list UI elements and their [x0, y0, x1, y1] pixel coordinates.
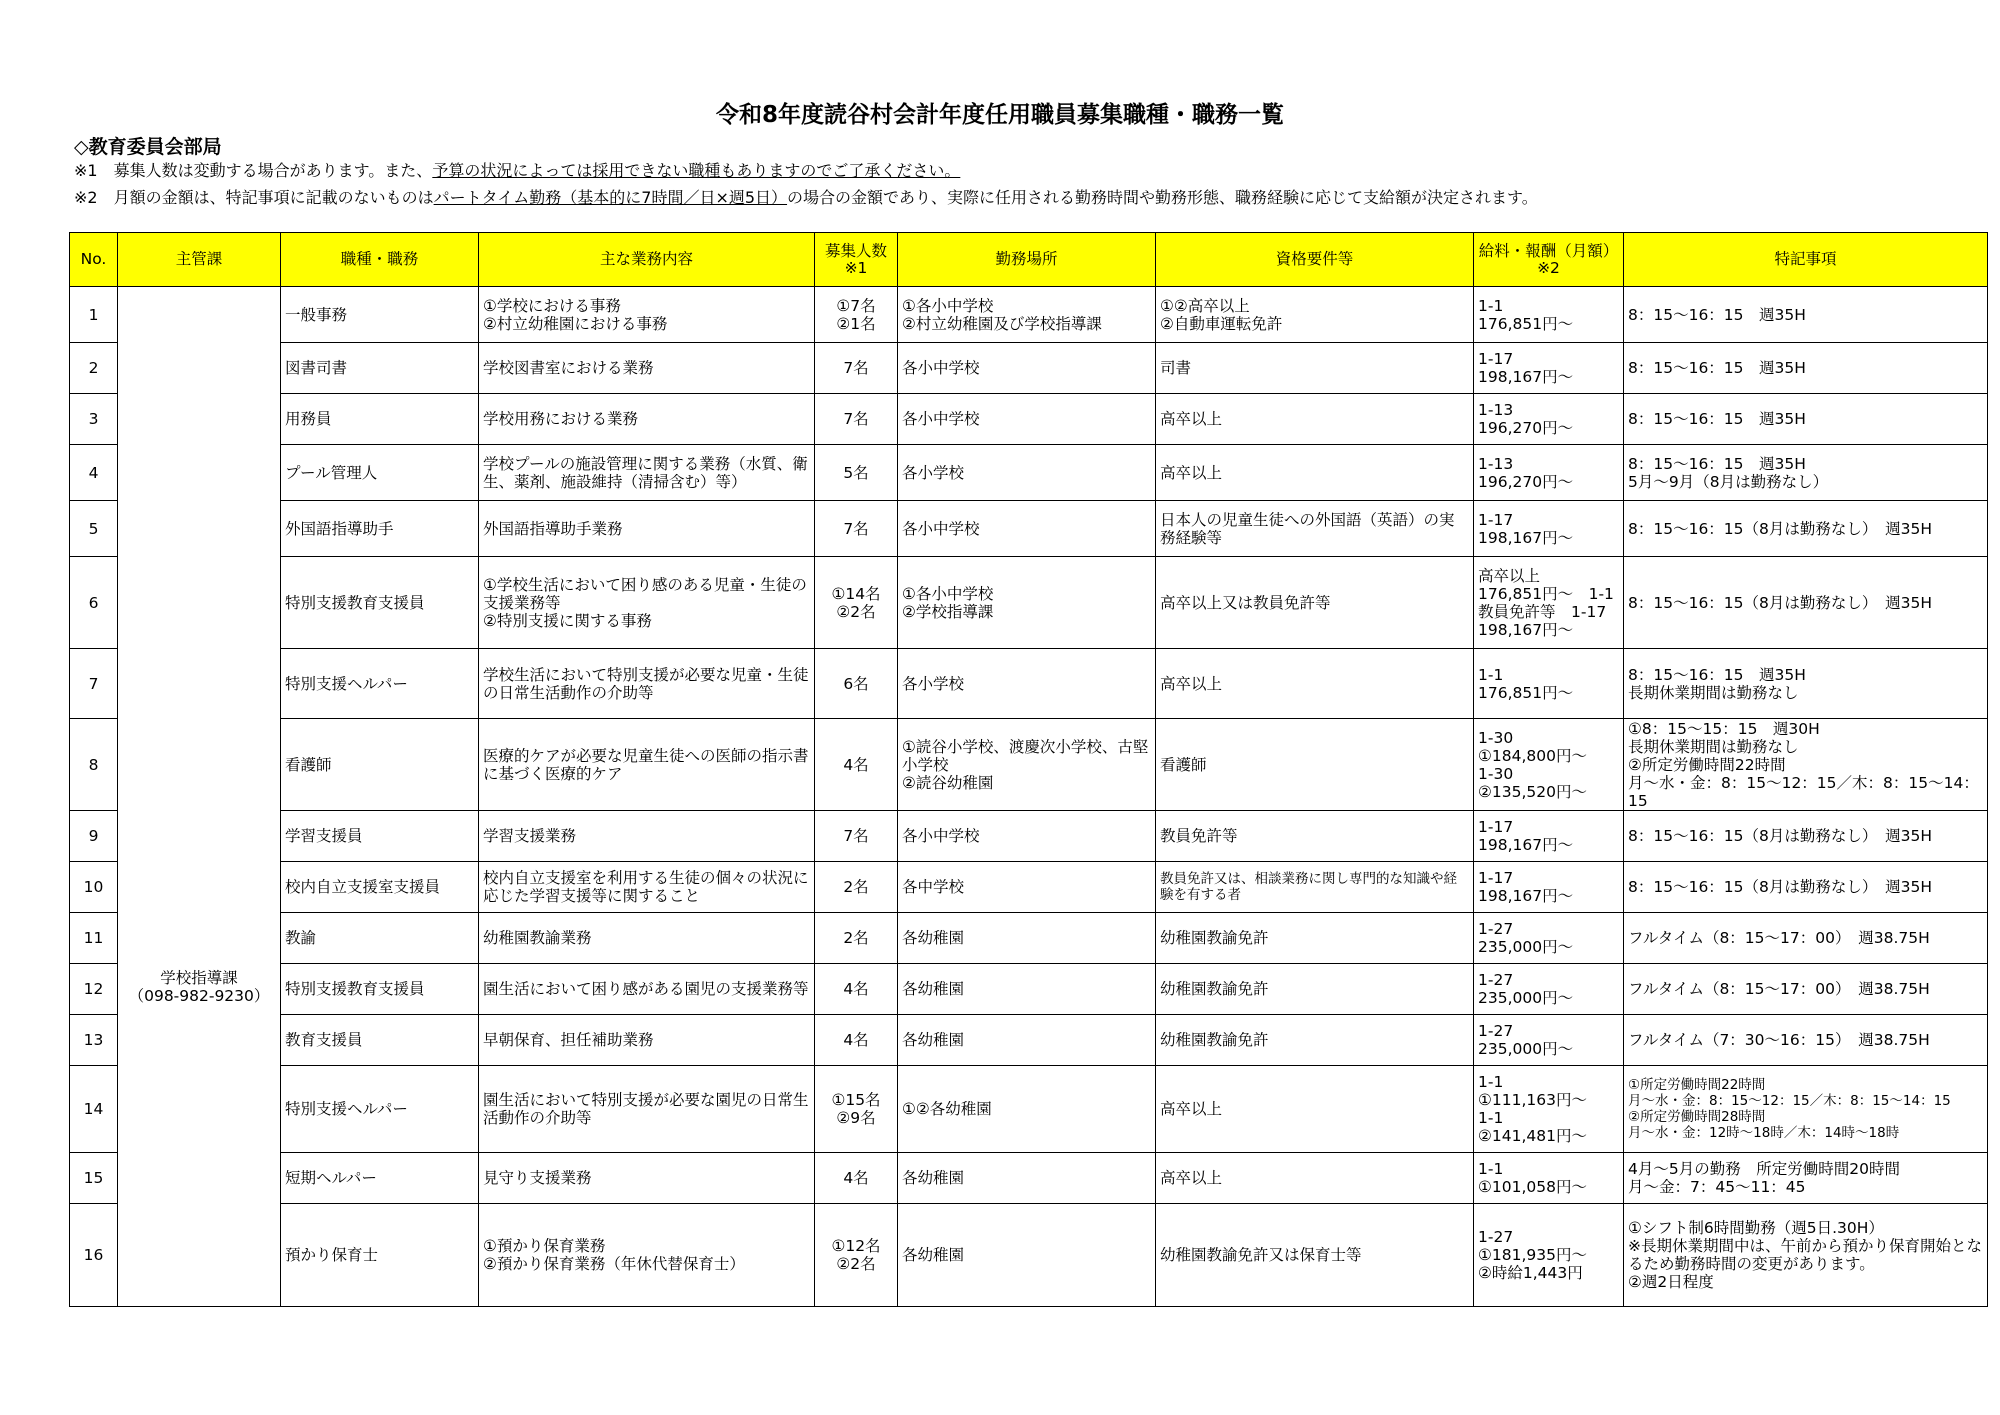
cell-location: 各幼稚園: [898, 1015, 1156, 1066]
cell-location: 各小中学校: [898, 811, 1156, 862]
cell-location: ①各小中学校 ②学校指導課: [898, 557, 1156, 649]
cell-no: 2: [70, 343, 118, 394]
cell-remarks: 4月～5月の勤務 所定労働時間20時間 月～金：7：45～11：45: [1624, 1153, 1988, 1204]
cell-qualification: 高卒以上: [1156, 445, 1474, 501]
cell-remarks: フルタイム（7：30～16：15） 週38.75H: [1624, 1015, 1988, 1066]
cell-location: 各小中学校: [898, 343, 1156, 394]
cell-count: 7名: [815, 501, 898, 557]
table-row: [70, 811, 1988, 862]
cell-no: 13: [70, 1015, 118, 1066]
cell-count: ①12名 ②2名: [815, 1204, 898, 1307]
table-row: [70, 649, 1988, 719]
cell-count: 7名: [815, 343, 898, 394]
cell-count: ①7名 ②1名: [815, 287, 898, 343]
cell-job: 教育支援員: [281, 1015, 479, 1066]
cell-count: 4名: [815, 1015, 898, 1066]
cell-salary: 1-17 198,167円～: [1474, 862, 1624, 913]
cell-no: 5: [70, 501, 118, 557]
cell-job: 看護師: [281, 719, 479, 811]
cell-duties: 学校図書室における業務: [479, 343, 815, 394]
cell-salary: 1-27 235,000円～: [1474, 913, 1624, 964]
cell-remarks: 8：15～16：15 週35H 5月～9月（8月は勤務なし）: [1624, 445, 1988, 501]
cell-count: 4名: [815, 719, 898, 811]
cell-remarks: 8：15～16：15 週35H: [1624, 394, 1988, 445]
cell-duties: 早朝保育、担任補助業務: [479, 1015, 815, 1066]
cell-location: 各幼稚園: [898, 1153, 1156, 1204]
cell-no: 4: [70, 445, 118, 501]
cell-remarks: 8：15～16：15（8月は勤務なし） 週35H: [1624, 501, 1988, 557]
cell-qualification: 看護師: [1156, 719, 1474, 811]
cell-remarks: 8：15～16：15 週35H: [1624, 287, 1988, 343]
cell-duties: 学習支援業務: [479, 811, 815, 862]
cell-no: 6: [70, 557, 118, 649]
cell-count: 7名: [815, 394, 898, 445]
cell-no: 12: [70, 964, 118, 1015]
cell-count: 4名: [815, 964, 898, 1015]
cell-job: 特別支援ヘルパー: [281, 1066, 479, 1153]
cell-location: ①②各幼稚園: [898, 1066, 1156, 1153]
cell-qualification: 高卒以上又は教員免許等: [1156, 557, 1474, 649]
cell-no: 16: [70, 1204, 118, 1307]
note-2-text: ※2 月額の金額は、特記事項に記載のないものは: [74, 188, 434, 207]
cell-job: 学習支援員: [281, 811, 479, 862]
cell-duties: 校内自立支援室を利用する生徒の個々の状況に応じた学習支援等に関すること: [479, 862, 815, 913]
cell-remarks: 8：15～16：15 週35H: [1624, 343, 1988, 394]
cell-qualification: 幼稚園教諭免許又は保育士等: [1156, 1204, 1474, 1307]
cell-salary: 1-1 176,851円～: [1474, 287, 1624, 343]
cell-qualification: 高卒以上: [1156, 394, 1474, 445]
cell-count: 6名: [815, 649, 898, 719]
cell-salary: 1-17 198,167円～: [1474, 501, 1624, 557]
cell-job: プール管理人: [281, 445, 479, 501]
cell-count: 7名: [815, 811, 898, 862]
cell-count: 4名: [815, 1153, 898, 1204]
header-remarks: 特記事項: [1624, 233, 1988, 287]
header-duties: 主な業務内容: [479, 233, 815, 287]
cell-job: 預かり保育士: [281, 1204, 479, 1307]
cell-qualification: 高卒以上: [1156, 649, 1474, 719]
cell-qualification: 高卒以上: [1156, 1153, 1474, 1204]
cell-salary: 1-13 196,270円～: [1474, 445, 1624, 501]
cell-job: 短期ヘルパー: [281, 1153, 479, 1204]
cell-duties: 医療的ケアが必要な児童生徒への医師の指示書に基づく医療的ケア: [479, 719, 815, 811]
note-2-suffix: の場合の金額であり、実際に任用される勤務時間や勤務形態、職務経験に応じて支給額が決定されます。: [787, 188, 1538, 207]
cell-location: 各小中学校: [898, 501, 1156, 557]
table-row: [70, 287, 1988, 343]
cell-location: 各幼稚園: [898, 913, 1156, 964]
cell-duties: 見守り支援業務: [479, 1153, 815, 1204]
cell-job: 用務員: [281, 394, 479, 445]
cell-remarks: 8：15～16：15（8月は勤務なし） 週35H: [1624, 557, 1988, 649]
cell-location: ①各小中学校 ②村立幼稚園及び学校指導課: [898, 287, 1156, 343]
table-row: [70, 501, 1988, 557]
cell-duties: ①学校生活において困り感のある児童・生徒の支援業務等 ②特別支援に関する事務: [479, 557, 815, 649]
job-table: [69, 232, 1988, 1307]
header-no: No.: [70, 233, 118, 287]
cell-remarks: ①所定労働時間22時間 月～水・金：8：15～12：15／木：8：15～14：15 ②所定労働時間28時間 月～水・金：12時～18時／木：14時～18時: [1624, 1066, 1988, 1153]
note-2: [74, 185, 1538, 208]
cell-no: 10: [70, 862, 118, 913]
table-row: [70, 394, 1988, 445]
note-2-underlined: パートタイム勤務（基本的に7時間／日×週5日）: [433, 188, 788, 207]
cell-no: 14: [70, 1066, 118, 1153]
cell-job: 外国語指導助手: [281, 501, 479, 557]
cell-count: 2名: [815, 913, 898, 964]
cell-remarks: フルタイム（8：15～17：00） 週38.75H: [1624, 964, 1988, 1015]
header-count: 募集人数 ※1: [815, 233, 898, 287]
cell-remarks: ①8：15～15：15 週30H 長期休業期間は勤務なし ②所定労働時間22時間 月～水・金：8：15～12：15／木：8：15～14：15: [1624, 719, 1988, 811]
cell-job: 特別支援教育支援員: [281, 557, 479, 649]
cell-salary: 1-27 ①181,935円～ ②時給1,443円: [1474, 1204, 1624, 1307]
cell-remarks: ①シフト制6時間勤務（週5日.30H） ※長期休業期間中は、午前から預かり保育開始となるため勤務時間の変更があります。 ②週2日程度: [1624, 1204, 1988, 1307]
cell-job: 校内自立支援室支援員: [281, 862, 479, 913]
header-job: 職種・職務: [281, 233, 479, 287]
cell-duties: 学校プールの施設管理に関する業務（水質、衛生、薬剤、施設維持（清掃含む）等）: [479, 445, 815, 501]
cell-count: ①14名 ②2名: [815, 557, 898, 649]
cell-qualification: 高卒以上: [1156, 1066, 1474, 1153]
cell-salary: 1-1 176,851円～: [1474, 649, 1624, 719]
cell-salary: 1-30 ①184,800円～ 1-30 ②135,520円～: [1474, 719, 1624, 811]
cell-salary: 1-17 198,167円～: [1474, 811, 1624, 862]
cell-qualification: 教員免許等: [1156, 811, 1474, 862]
cell-no: 15: [70, 1153, 118, 1204]
cell-remarks: フルタイム（8：15～17：00） 週38.75H: [1624, 913, 1988, 964]
table-row: [70, 964, 1988, 1015]
cell-salary: 1-1 ①111,163円～ 1-1 ②141,481円～: [1474, 1066, 1624, 1153]
header-qualification: 資格要件等: [1156, 233, 1474, 287]
table-row: [70, 1153, 1988, 1204]
division-name: 学校指導課: [160, 968, 238, 987]
cell-salary: 1-27 235,000円～: [1474, 964, 1624, 1015]
cell-duties: 学校生活において特別支援が必要な児童・生徒の日常生活動作の介助等: [479, 649, 815, 719]
cell-qualification: 日本人の児童生徒への外国語（英語）の実務経験等: [1156, 501, 1474, 557]
table-row: [70, 343, 1988, 394]
cell-no: 9: [70, 811, 118, 862]
cell-location: 各小学校: [898, 649, 1156, 719]
cell-salary: 1-13 196,270円～: [1474, 394, 1624, 445]
cell-no: 11: [70, 913, 118, 964]
table-row: [70, 913, 1988, 964]
cell-duties: ①学校における事務 ②村立幼稚園における事務: [479, 287, 815, 343]
cell-qualification: 幼稚園教諭免許: [1156, 964, 1474, 1015]
page-title: 令和8年度読谷村会計年度任用職員募集職種・職務一覧: [715, 102, 1284, 128]
cell-duties: 園生活において困り感がある園児の支援業務等: [479, 964, 815, 1015]
table-row: [70, 557, 1988, 649]
table-row: [70, 1204, 1988, 1307]
table-row: [70, 445, 1988, 501]
header-location: 勤務場所: [898, 233, 1156, 287]
note-1: [74, 158, 960, 181]
cell-duties: 幼稚園教諭業務: [479, 913, 815, 964]
cell-duties: 学校用務における業務: [479, 394, 815, 445]
cell-no: 1: [70, 287, 118, 343]
cell-qualification: ①②高卒以上 ②自動車運転免許: [1156, 287, 1474, 343]
division-phone: （098-982-9230）: [128, 986, 270, 1005]
cell-location: 各幼稚園: [898, 1204, 1156, 1307]
cell-qualification: 幼稚園教諭免許: [1156, 913, 1474, 964]
table-row: [70, 862, 1988, 913]
cell-remarks: 8：15～16：15（8月は勤務なし） 週35H: [1624, 811, 1988, 862]
table-header-row: [70, 233, 1988, 287]
cell-job: 教諭: [281, 913, 479, 964]
note-1-text: ※1 募集人数は変動する場合があります。また、: [74, 161, 433, 180]
header-division: 主管課: [118, 233, 281, 287]
header-salary: 給料・報酬（月額） ※2: [1474, 233, 1624, 287]
cell-job: 特別支援教育支援員: [281, 964, 479, 1015]
cell-count: 5名: [815, 445, 898, 501]
cell-salary: 1-1 ①101,058円～: [1474, 1153, 1624, 1204]
cell-location: 各小中学校: [898, 394, 1156, 445]
cell-location: 各小学校: [898, 445, 1156, 501]
table-row: [70, 719, 1988, 811]
cell-remarks: 8：15～16：15（8月は勤務なし） 週35H: [1624, 862, 1988, 913]
department-heading: ◇教育委員会部局: [74, 136, 222, 158]
cell-count: ①15名 ②9名: [815, 1066, 898, 1153]
cell-no: 3: [70, 394, 118, 445]
cell-duties: 園生活において特別支援が必要な園児の日常生活動作の介助等: [479, 1066, 815, 1153]
cell-qualification: 教員免許又は、相談業務に関し専門的な知識や経験を有する者: [1156, 862, 1474, 913]
cell-no: 8: [70, 719, 118, 811]
cell-duties: ①預かり保育業務 ②預かり保育業務（年休代替保育士）: [479, 1204, 815, 1307]
cell-location: ①読谷小学校、渡慶次小学校、古堅小学校 ②読谷幼稚園: [898, 719, 1156, 811]
cell-no: 7: [70, 649, 118, 719]
cell-remarks: 8：15～16：15 週35H 長期休業期間は勤務なし: [1624, 649, 1988, 719]
cell-duties: 外国語指導助手業務: [479, 501, 815, 557]
table-row: [70, 1015, 1988, 1066]
cell-qualification: 司書: [1156, 343, 1474, 394]
cell-job: 図書司書: [281, 343, 479, 394]
cell-job: 特別支援ヘルパー: [281, 649, 479, 719]
cell-salary: 1-27 235,000円～: [1474, 1015, 1624, 1066]
cell-job: 一般事務: [281, 287, 479, 343]
cell-salary: 高卒以上 176,851円～ 1-1 教員免許等 1-17 198,167円～: [1474, 557, 1624, 649]
cell-division: [118, 287, 281, 1307]
cell-location: 各幼稚園: [898, 964, 1156, 1015]
cell-count: 2名: [815, 862, 898, 913]
note-1-underlined: 予算の状況によっては採用できない職種もありますのでご了承ください。: [432, 161, 961, 180]
cell-location: 各中学校: [898, 862, 1156, 913]
cell-salary: 1-17 198,167円～: [1474, 343, 1624, 394]
table-row: [70, 1066, 1988, 1153]
cell-qualification: 幼稚園教諭免許: [1156, 1015, 1474, 1066]
